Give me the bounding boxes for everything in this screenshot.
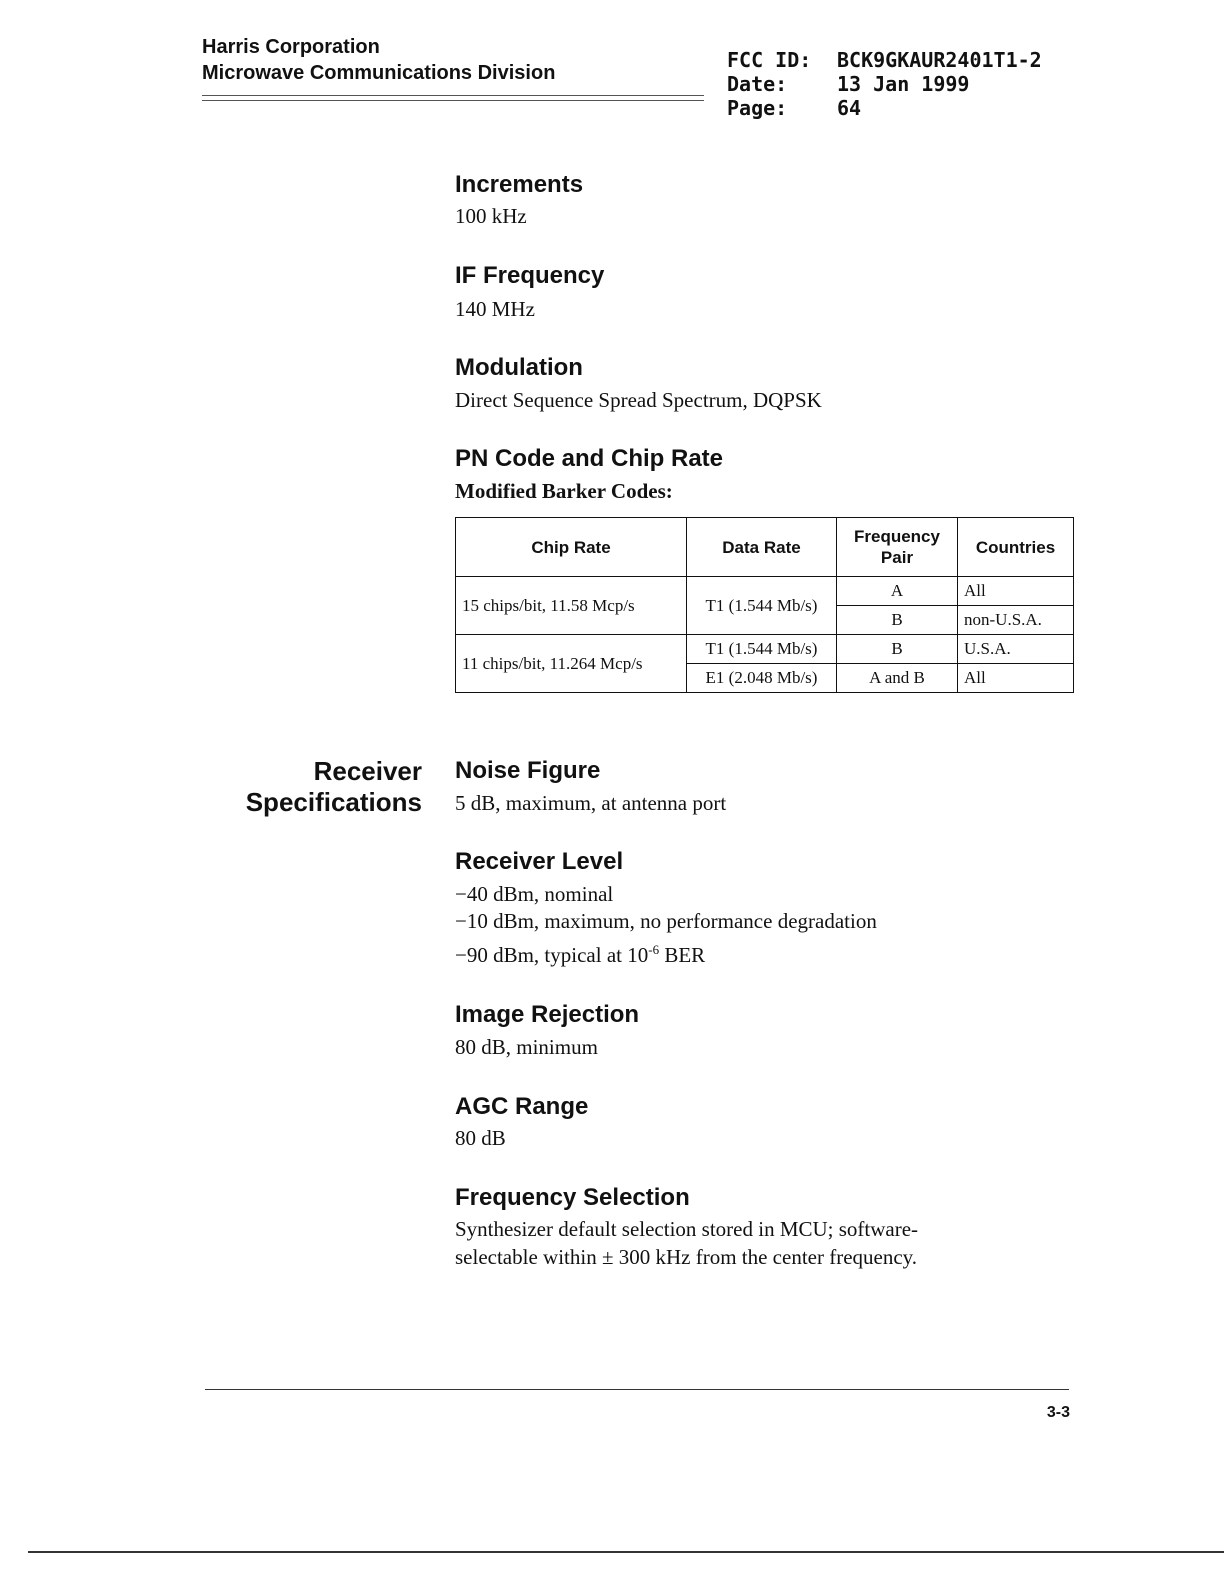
table-cell-chip-rate: 15 chips/bit, 11.58 Mcp/s	[456, 577, 687, 635]
image-rejection-heading: Image Rejection	[455, 1001, 640, 1028]
date-row	[727, 72, 1042, 96]
receiver-specifications-title	[180, 756, 422, 818]
header-rule-secondary	[202, 100, 704, 101]
receiver-level-exponent: -6	[648, 942, 660, 957]
page-row	[727, 96, 1042, 120]
receiver-level-line1: −40 dBm, nominal	[455, 882, 614, 906]
table-header-row	[456, 518, 1074, 577]
noise-figure-value: 5 dB, maximum, at antenna port	[455, 791, 727, 815]
footer-rule	[205, 1389, 1069, 1390]
image-rejection-value: 80 dB, minimum	[455, 1035, 598, 1059]
header-rule	[202, 95, 704, 96]
page-label: Page:	[727, 96, 788, 120]
fcc-id-value: BCK9GKAUR2401T1-2	[837, 48, 1042, 72]
pn-code-subheading: Modified Barker Codes:	[455, 479, 673, 503]
company-name: Harris Corporation	[202, 36, 380, 58]
table-cell-data-rate: E1 (2.048 Mb/s)	[687, 664, 837, 693]
company-header	[202, 34, 555, 86]
increments-value: 100 kHz	[455, 204, 527, 228]
receiver-level-line2: −10 dBm, maximum, no performance degradation	[455, 909, 877, 933]
division-name: Microwave Communications Division	[202, 62, 556, 84]
fcc-id-label: FCC ID:	[727, 48, 812, 72]
frequency-selection-line2: selectable within ± 300 kHz from the center frequency.	[455, 1245, 918, 1269]
modulation-heading: Modulation	[455, 354, 583, 381]
table-cell-chip-rate: 11 chips/bit, 11.264 Mcp/s	[456, 635, 687, 693]
if-frequency-value: 140 MHz	[455, 297, 535, 321]
page-value: 64	[837, 96, 862, 120]
table-row	[456, 577, 1074, 606]
noise-figure-heading: Noise Figure	[455, 757, 601, 784]
table-header-data-rate: Data Rate	[687, 518, 837, 577]
table-cell-countries: All	[958, 664, 1074, 693]
footer-page-number: 3-3	[1046, 1404, 1070, 1421]
receiver-level-line3-unit: BER	[659, 943, 706, 967]
fcc-id-row	[727, 48, 1042, 72]
if-frequency-heading: IF Frequency	[455, 262, 605, 289]
table-cell-pair: A	[837, 577, 958, 606]
increments-heading: Increments	[455, 171, 584, 198]
table-cell-pair: B	[837, 606, 958, 635]
table-cell-pair: A and B	[837, 664, 958, 693]
modulation-value: Direct Sequence Spread Spectrum, DQPSK	[455, 388, 822, 412]
date-value: 13 Jan 1999	[837, 72, 970, 96]
fcc-info-block	[727, 48, 1042, 120]
frequency-selection-line1: Synthesizer default selection stored in MCU; software-	[455, 1217, 919, 1241]
table-header-frequency-pair: Frequency Pair	[837, 518, 958, 577]
receiver-level-line3	[455, 942, 705, 969]
date-label: Date:	[727, 72, 788, 96]
table-cell-countries: non-U.S.A.	[958, 606, 1074, 635]
side-title-line1: Receiver	[313, 756, 422, 786]
table-cell-data-rate: T1 (1.544 Mb/s)	[687, 577, 837, 635]
receiver-level-line3-main: −90 dBm, typical at 10	[455, 943, 649, 967]
table-header-countries: Countries	[958, 518, 1074, 577]
table-row	[456, 635, 1074, 664]
pn-code-heading: PN Code and Chip Rate	[455, 445, 724, 472]
bottom-scan-rule	[28, 1551, 1224, 1553]
table-cell-data-rate: T1 (1.544 Mb/s)	[687, 635, 837, 664]
table-cell-countries: U.S.A.	[958, 635, 1074, 664]
agc-range-heading: AGC Range	[455, 1093, 589, 1120]
table-cell-pair: B	[837, 635, 958, 664]
agc-range-value: 80 dB	[455, 1126, 506, 1150]
table-cell-countries: All	[958, 577, 1074, 606]
side-title-line2: Specifications	[245, 787, 422, 817]
chip-rate-table	[455, 517, 1074, 693]
receiver-level-heading: Receiver Level	[455, 848, 624, 875]
table-header-chip-rate: Chip Rate	[456, 518, 687, 577]
frequency-selection-heading: Frequency Selection	[455, 1184, 690, 1211]
